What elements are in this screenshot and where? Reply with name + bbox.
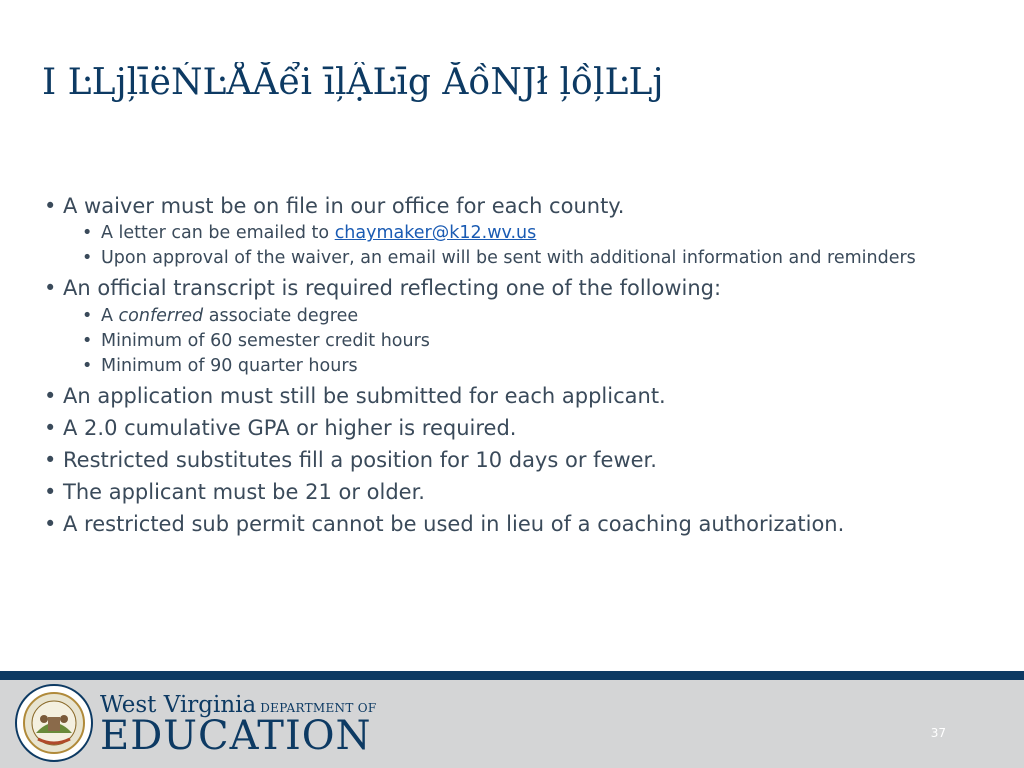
- bullet-marker: •: [44, 194, 57, 218]
- bullet-text: The applicant must be 21 or older.: [63, 480, 425, 505]
- slide-title: I ĿǈļīëŃĿÅẮểi īļẬĿīg ẮồǊł ļồļĿǈ: [42, 62, 664, 103]
- footer-divider: [0, 671, 1024, 680]
- bullet-item: [44, 194, 1004, 218]
- emphasis-text: conferred: [118, 305, 204, 326]
- bullet-item: [44, 416, 1004, 440]
- wvde-logo: [100, 692, 377, 759]
- bullet-marker: •: [82, 355, 93, 376]
- bullet-marker: •: [44, 448, 57, 473]
- bullet-item: [44, 480, 1004, 504]
- bullet-text: A waiver must be on file in our office for each county.: [63, 194, 625, 218]
- sub-bullet-item: [44, 356, 1004, 376]
- bullet-text: associate degree: [203, 305, 359, 326]
- bullet-item: [44, 448, 1004, 472]
- bullet-text: An official transcript is required reflecting one of the following:: [63, 276, 722, 301]
- bullet-marker: •: [44, 416, 57, 441]
- sub-bullet-item: [44, 223, 1004, 243]
- bullet-marker: •: [44, 512, 57, 537]
- bullet-item: [44, 276, 1004, 300]
- bullet-text: A letter can be emailed to: [101, 223, 335, 244]
- bullet-list: [44, 194, 1004, 545]
- page-number: 37: [930, 726, 946, 740]
- bullet-marker: •: [44, 276, 57, 301]
- email-link[interactable]: chaymaker@k12.wv.us: [334, 223, 537, 244]
- bullet-item: [44, 384, 1004, 408]
- sub-bullet-item: [44, 331, 1004, 351]
- bullet-item: [44, 512, 1004, 536]
- bullet-marker: •: [82, 330, 93, 351]
- bullet-text: Minimum of 90 quarter hours: [101, 355, 358, 376]
- footer: [0, 680, 1024, 768]
- logo-state-name: West Virginia: [100, 692, 257, 718]
- sub-bullet-item: [44, 248, 1004, 268]
- bullet-marker: •: [82, 223, 93, 244]
- bullet-text: A restricted sub permit cannot be used in lieu of a coaching authorization.: [63, 512, 845, 537]
- bullet-marker: •: [82, 248, 93, 269]
- logo-education: EDUCATION: [100, 713, 372, 759]
- bullet-text: A: [101, 305, 119, 326]
- bullet-text: An application must still be submitted for each applicant.: [63, 383, 666, 408]
- bullet-text: Restricted substitutes fill a position for 10 days or fewer.: [63, 448, 657, 473]
- logo-department: DEPARTMENT OF: [260, 701, 377, 715]
- bullet-text: Upon approval of the waiver, an email will be sent with additional information and reminders: [101, 248, 916, 269]
- bullet-text: Minimum of 60 semester credit hours: [101, 330, 430, 351]
- bullet-marker: •: [44, 480, 57, 505]
- bullet-marker: •: [82, 305, 93, 326]
- sub-bullet-item: [44, 306, 1004, 326]
- bullet-text: A 2.0 cumulative GPA or higher is required.: [63, 416, 517, 441]
- bullet-marker: •: [44, 383, 57, 408]
- state-seal-icon: [14, 683, 94, 763]
